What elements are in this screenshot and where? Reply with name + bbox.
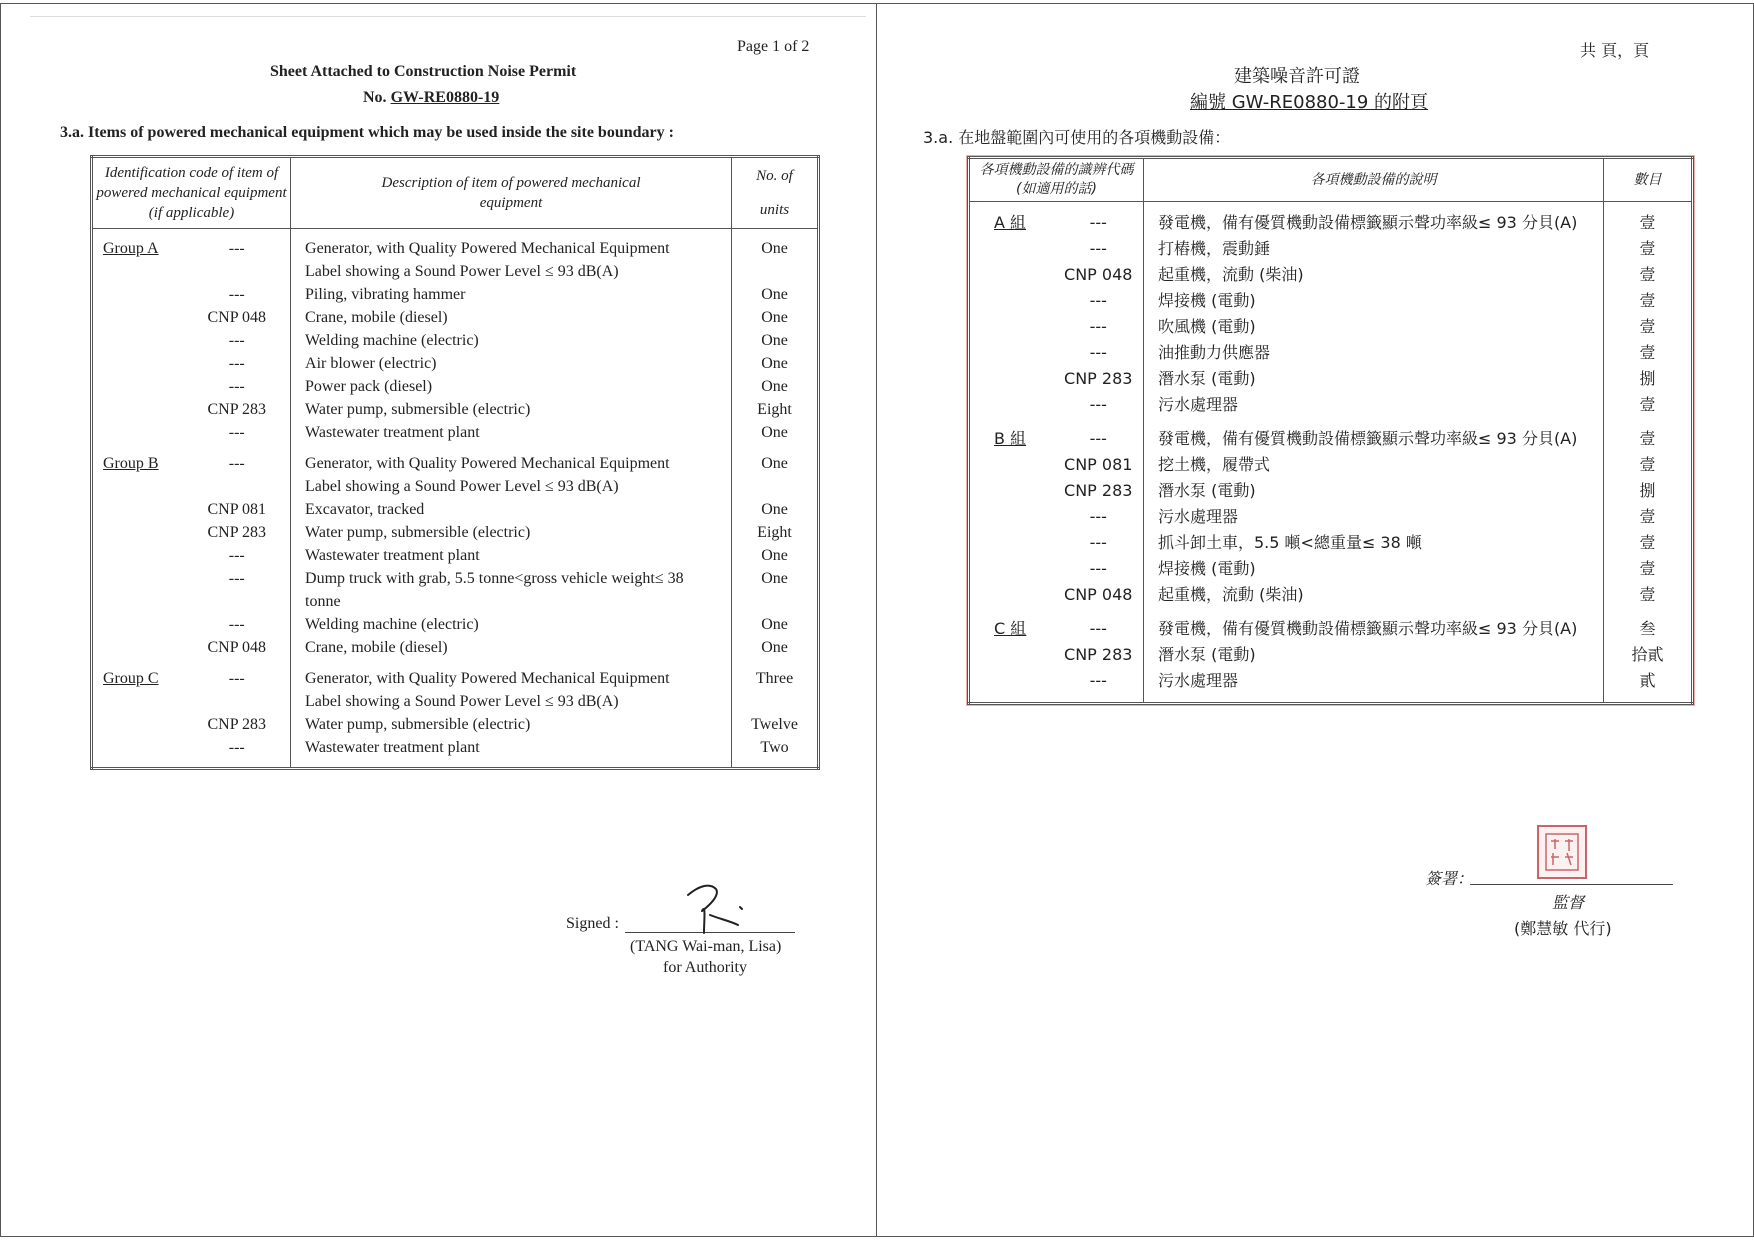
- spacer-cell: [969, 694, 1054, 704]
- table-row: [92, 713, 819, 736]
- spacer-cell: [1054, 418, 1144, 426]
- group-label: [92, 590, 184, 613]
- group-label: [92, 475, 184, 498]
- table-header-row: [92, 157, 819, 229]
- table-row: [969, 452, 1693, 478]
- equipment-description: 發電機，備有優質機動設備標籤顯示聲功率級≤ 93 分貝(A): [1144, 210, 1604, 236]
- unit-count: 壹: [1639, 213, 1656, 232]
- equipment-description: Piling, vibrating hammer: [291, 283, 732, 306]
- group-label: A 組: [994, 213, 1027, 232]
- table-row: [969, 210, 1693, 236]
- unit-count: 壹: [1639, 395, 1656, 414]
- page-number: Page 1 of 2: [737, 38, 810, 55]
- spacer-cell: [732, 659, 819, 667]
- table-row: [92, 475, 819, 498]
- group-label: Group A: [103, 240, 159, 257]
- header-code-line2: (如適用的話): [1016, 181, 1097, 197]
- equipment-description: 污水處理器: [1144, 392, 1604, 418]
- table-row: [969, 236, 1693, 262]
- table-spacer-row: [969, 694, 1693, 704]
- group-label: [969, 556, 1054, 582]
- table-row: [969, 314, 1693, 340]
- header-description: [291, 157, 732, 229]
- equipment-code: ---: [184, 613, 291, 636]
- group-label: [969, 340, 1054, 366]
- table-row: [92, 736, 819, 759]
- spacer-cell: [1144, 608, 1604, 616]
- table-row: [92, 567, 819, 590]
- chinese-permit-page: [877, 0, 1754, 1240]
- equipment-code: CNP 283: [1054, 366, 1144, 392]
- spacer-cell: [184, 229, 291, 238]
- group-label: Group B: [103, 455, 159, 472]
- equipment-code: CNP 283: [184, 398, 291, 421]
- unit-count: 壹: [1639, 429, 1656, 448]
- equipment-description: 油推動力供應器: [1144, 340, 1604, 366]
- equipment-table-body: [969, 202, 1693, 704]
- unit-count: One: [761, 424, 788, 441]
- equipment-code: CNP 048: [1054, 262, 1144, 288]
- page-left-border: [0, 3, 1, 1237]
- equipment-description: Wastewater treatment plant: [291, 736, 732, 759]
- table-row: [92, 398, 819, 421]
- header-code-line1: 各項機動設備的識辨代碼: [979, 162, 1134, 178]
- unit-count: One: [761, 570, 788, 587]
- table-row: [969, 668, 1693, 694]
- equipment-description: 挖土機，履帶式: [1144, 452, 1604, 478]
- equipment-description: 污水處理器: [1144, 668, 1604, 694]
- table-row: [969, 392, 1693, 418]
- equipment-description: Power pack (diesel): [291, 375, 732, 398]
- unit-count: One: [761, 240, 788, 257]
- group-label: [969, 392, 1054, 418]
- group-label: [92, 636, 184, 659]
- header-units-line2: units: [759, 202, 790, 218]
- signatory-name: (鄭慧敏 代行): [1514, 919, 1612, 938]
- equipment-description: 抓斗卸土車，5.5 噸<總重量≤ 38 噸: [1144, 530, 1604, 556]
- unit-count: 拾貳: [1631, 645, 1664, 664]
- equipment-code: [184, 590, 291, 613]
- equipment-code: ---: [1054, 530, 1144, 556]
- equipment-description: Label showing a Sound Power Level ≤ 93 dB(A): [291, 260, 732, 283]
- unit-count: One: [761, 332, 788, 349]
- header-units: [732, 157, 819, 229]
- unit-count: 叁: [1639, 619, 1656, 638]
- unit-count: Two: [760, 739, 789, 756]
- equipment-code: ---: [1054, 556, 1144, 582]
- spacer-cell: [969, 608, 1054, 616]
- unit-count: 捌: [1639, 481, 1656, 500]
- equipment-description: Wastewater treatment plant: [291, 544, 732, 567]
- equipment-table: [90, 155, 820, 770]
- table-spacer-row: [92, 229, 819, 238]
- header-units: 數目: [1633, 172, 1662, 188]
- table-row: [92, 690, 819, 713]
- unit-count: [732, 590, 819, 613]
- unit-count: 貳: [1639, 671, 1656, 690]
- table-spacer-row: [969, 608, 1693, 616]
- equipment-code: [184, 690, 291, 713]
- group-label: [969, 366, 1054, 392]
- group-label: [969, 314, 1054, 340]
- group-label: [92, 260, 184, 283]
- unit-count: One: [761, 547, 788, 564]
- equipment-description: Air blower (electric): [291, 352, 732, 375]
- table-row: [969, 262, 1693, 288]
- unit-count: 壹: [1639, 343, 1656, 362]
- table-spacer-row: [92, 759, 819, 769]
- seal-mark-icon: [1543, 831, 1581, 873]
- equipment-code: ---: [1054, 392, 1144, 418]
- unit-count: One: [761, 455, 788, 472]
- group-label: [92, 421, 184, 444]
- spacer-cell: [92, 444, 184, 452]
- spacer-cell: [291, 759, 732, 769]
- group-label: [92, 544, 184, 567]
- table-spacer-row: [969, 202, 1693, 211]
- table-spacer-row: [969, 418, 1693, 426]
- handwritten-signature: [680, 875, 760, 939]
- equipment-description: 焊接機 (電動): [1144, 556, 1604, 582]
- unit-count: 壹: [1639, 239, 1656, 258]
- document-subtitle: 編號 GW-RE0880-19 的附頁: [1190, 92, 1429, 113]
- table-row: [969, 340, 1693, 366]
- signatory-role: 監督: [1552, 893, 1585, 912]
- equipment-description: 潛水泵 (電動): [1144, 366, 1604, 392]
- equipment-code: ---: [1054, 668, 1144, 694]
- table-row: [92, 667, 819, 690]
- official-seal-stamp: [1537, 825, 1587, 879]
- header-units-line1: No. of: [756, 168, 793, 184]
- group-label: [92, 690, 184, 713]
- equipment-code: ---: [184, 544, 291, 567]
- page-number: 共 頁，頁: [1580, 41, 1650, 60]
- spacer-cell: [291, 444, 732, 452]
- spacer-cell: [732, 229, 819, 238]
- unit-count: One: [761, 378, 788, 395]
- spacer-cell: [969, 202, 1054, 211]
- section-heading: 3.a. Items of powered mechanical equipment which may be used inside the site boundary :: [60, 124, 674, 141]
- group-label: Group C: [103, 670, 159, 687]
- table-row: [92, 613, 819, 636]
- equipment-description: Welding machine (electric): [291, 613, 732, 636]
- spacer-cell: [969, 418, 1054, 426]
- group-label: [92, 329, 184, 352]
- equipment-code: ---: [1054, 288, 1144, 314]
- equipment-code: ---: [1054, 236, 1144, 262]
- permit-number-line: [363, 89, 499, 107]
- equipment-code: ---: [1054, 616, 1144, 642]
- equipment-code: CNP 048: [1054, 582, 1144, 608]
- table-row: [92, 452, 819, 475]
- equipment-description: Wastewater treatment plant: [291, 421, 732, 444]
- unit-count: [732, 475, 819, 498]
- document-title: Sheet Attached to Construction Noise Permit: [270, 63, 577, 80]
- table-row: [969, 642, 1693, 668]
- unit-count: One: [761, 355, 788, 372]
- equipment-code: ---: [1054, 504, 1144, 530]
- spacer-cell: [732, 444, 819, 452]
- group-label: [92, 283, 184, 306]
- equipment-description: 潛水泵 (電動): [1144, 642, 1604, 668]
- unit-count: 壹: [1639, 585, 1656, 604]
- header-description-text: Description of item of powered mechanical equipment: [381, 175, 641, 211]
- unit-count: 壹: [1639, 559, 1656, 578]
- unit-count: Eight: [757, 524, 792, 541]
- group-label: [969, 236, 1054, 262]
- group-label: [969, 452, 1054, 478]
- equipment-code: ---: [184, 567, 291, 590]
- equipment-code: ---: [184, 283, 291, 306]
- spacer-cell: [184, 759, 291, 769]
- group-label: [969, 288, 1054, 314]
- equipment-table: [967, 156, 1694, 705]
- group-label: [969, 642, 1054, 668]
- equipment-code: CNP 048: [184, 306, 291, 329]
- page-top-border: [0, 3, 877, 4]
- table-row: [969, 366, 1693, 392]
- unit-count: 壹: [1639, 455, 1656, 474]
- equipment-code: ---: [1054, 210, 1144, 236]
- equipment-description: Generator, with Quality Powered Mechanical Equipment: [291, 237, 732, 260]
- equipment-code: ---: [184, 452, 291, 475]
- group-label: [92, 567, 184, 590]
- signatory-name: (TANG Wai-man, Lisa): [630, 938, 782, 955]
- group-label: [969, 582, 1054, 608]
- equipment-code: CNP 283: [1054, 642, 1144, 668]
- table-row: [969, 616, 1693, 642]
- equipment-description: Excavator, tracked: [291, 498, 732, 521]
- spacer-cell: [1144, 202, 1604, 211]
- spacer-cell: [291, 229, 732, 238]
- equipment-description: Crane, mobile (diesel): [291, 636, 732, 659]
- equipment-description: Label showing a Sound Power Level ≤ 93 dB(A): [291, 690, 732, 713]
- table-row: [92, 521, 819, 544]
- equipment-description: Generator, with Quality Powered Mechanical Equipment: [291, 667, 732, 690]
- equipment-code: CNP 283: [184, 521, 291, 544]
- spacer-cell: [1054, 608, 1144, 616]
- group-label: [969, 478, 1054, 504]
- unit-count: [732, 260, 819, 283]
- table-row: [92, 590, 819, 613]
- unit-count: [732, 690, 819, 713]
- equipment-code: ---: [184, 421, 291, 444]
- spacer-cell: [1604, 608, 1693, 616]
- unit-count: One: [761, 286, 788, 303]
- unit-count: Three: [755, 670, 794, 687]
- unit-count: Eight: [757, 401, 792, 418]
- equipment-description: Water pump, submersible (electric): [291, 713, 732, 736]
- equipment-code: ---: [184, 736, 291, 759]
- unit-count: Twelve: [751, 716, 798, 733]
- unit-count: One: [761, 616, 788, 633]
- group-label: [969, 262, 1054, 288]
- table-row: [92, 237, 819, 260]
- spacer-cell: [1604, 418, 1693, 426]
- group-label: [92, 498, 184, 521]
- group-label: [969, 504, 1054, 530]
- group-label: [92, 521, 184, 544]
- spacer-cell: [1604, 694, 1693, 704]
- spacer-cell: [184, 444, 291, 452]
- table-row: [92, 306, 819, 329]
- equipment-code: CNP 283: [184, 713, 291, 736]
- permit-number-prefix: No.: [363, 89, 387, 106]
- equipment-description: Water pump, submersible (electric): [291, 398, 732, 421]
- spacer-cell: [1144, 418, 1604, 426]
- equipment-code: ---: [184, 352, 291, 375]
- equipment-code: ---: [1054, 426, 1144, 452]
- equipment-description: Generator, with Quality Powered Mechanical Equipment: [291, 452, 732, 475]
- equipment-description: tonne: [291, 590, 732, 613]
- table-row: [92, 329, 819, 352]
- table-row: [92, 283, 819, 306]
- equipment-description: Welding machine (electric): [291, 329, 732, 352]
- equipment-code: ---: [184, 329, 291, 352]
- table-spacer-row: [92, 444, 819, 452]
- table-row: [969, 504, 1693, 530]
- unit-count: One: [761, 639, 788, 656]
- equipment-description: 打樁機，震動錘: [1144, 236, 1604, 262]
- equipment-code: ---: [1054, 340, 1144, 366]
- group-label: B 組: [994, 429, 1027, 448]
- spacer-cell: [92, 229, 184, 238]
- unit-count: 壹: [1639, 507, 1656, 526]
- signed-label: Signed :: [566, 915, 619, 932]
- spacer-cell: [92, 659, 184, 667]
- table-row: [92, 544, 819, 567]
- document-title: 建築噪音許可證: [1234, 66, 1360, 87]
- scan-top-shade: [30, 16, 866, 17]
- group-label: C 組: [994, 619, 1027, 638]
- section-heading: 3.a. 在地盤範圍內可使用的各項機動設備：: [923, 128, 1231, 147]
- group-label: [92, 613, 184, 636]
- table-row: [969, 556, 1693, 582]
- table-row: [969, 582, 1693, 608]
- header-code: [969, 158, 1144, 202]
- equipment-code: CNP 081: [184, 498, 291, 521]
- spacer-cell: [184, 659, 291, 667]
- header-description: 各項機動設備的說明: [1144, 158, 1604, 202]
- group-label: [92, 352, 184, 375]
- table-row: [969, 426, 1693, 452]
- equipment-description: 起重機，流動 (柴油): [1144, 262, 1604, 288]
- spacer-cell: [732, 759, 819, 769]
- group-label: [92, 306, 184, 329]
- spacer-cell: [1604, 202, 1693, 211]
- spacer-cell: [291, 659, 732, 667]
- equipment-description: 起重機，流動 (柴油): [1144, 582, 1604, 608]
- group-label: [92, 398, 184, 421]
- spacer-cell: [1054, 202, 1144, 211]
- spacer-cell: [1054, 694, 1144, 704]
- page-bottom-border: [877, 1236, 1754, 1237]
- table-row: [92, 375, 819, 398]
- unit-count: 捌: [1639, 369, 1656, 388]
- equipment-code: CNP 048: [184, 636, 291, 659]
- equipment-code: ---: [1054, 314, 1144, 340]
- table-row: [969, 530, 1693, 556]
- spacer-cell: [1144, 694, 1604, 704]
- header-code: Identification code of item of powered mechanical equipment (if applicable): [92, 157, 291, 229]
- group-label: [969, 668, 1054, 694]
- page-bottom-border: [0, 1236, 877, 1237]
- group-label: [969, 530, 1054, 556]
- signatory-role: for Authority: [663, 959, 747, 976]
- table-row: [92, 636, 819, 659]
- equipment-description: Water pump, submersible (electric): [291, 521, 732, 544]
- equipment-description: Crane, mobile (diesel): [291, 306, 732, 329]
- unit-count: 壹: [1639, 317, 1656, 336]
- group-label: [92, 713, 184, 736]
- equipment-code: CNP 283: [1054, 478, 1144, 504]
- table-row: [92, 260, 819, 283]
- equipment-description: 發電機，備有優質機動設備標籤顯示聲功率級≤ 93 分貝(A): [1144, 616, 1604, 642]
- equipment-description: 發電機，備有優質機動設備標籤顯示聲功率級≤ 93 分貝(A): [1144, 426, 1604, 452]
- table-header-row: [969, 158, 1693, 202]
- signed-label: 簽署：: [1425, 869, 1474, 888]
- unit-count: 壹: [1639, 265, 1656, 284]
- unit-count: One: [761, 309, 788, 326]
- equipment-description: 吹風機 (電動): [1144, 314, 1604, 340]
- equipment-description: 焊接機 (電動): [1144, 288, 1604, 314]
- group-label: [92, 736, 184, 759]
- table-row: [969, 478, 1693, 504]
- table-row: [92, 352, 819, 375]
- spacer-cell: [92, 759, 184, 769]
- unit-count: 壹: [1639, 291, 1656, 310]
- table-row: [92, 421, 819, 444]
- equipment-code: [184, 260, 291, 283]
- equipment-table-body: [92, 229, 819, 769]
- equipment-description: Dump truck with grab, 5.5 tonne<gross vehicle weight≤ 38: [291, 567, 732, 590]
- unit-count: One: [761, 501, 788, 518]
- permit-number: GW-RE0880-19: [390, 89, 500, 106]
- equipment-code: [184, 475, 291, 498]
- unit-count: 壹: [1639, 533, 1656, 552]
- signature-line: [1470, 884, 1673, 885]
- equipment-code: ---: [184, 375, 291, 398]
- page-top-border: [877, 3, 1754, 4]
- table-row: [92, 498, 819, 521]
- equipment-code: ---: [184, 667, 291, 690]
- table-row: [969, 288, 1693, 314]
- table-spacer-row: [92, 659, 819, 667]
- equipment-code: ---: [184, 237, 291, 260]
- equipment-description: 污水處理器: [1144, 504, 1604, 530]
- equipment-code: CNP 081: [1054, 452, 1144, 478]
- equipment-description: Label showing a Sound Power Level ≤ 93 dB(A): [291, 475, 732, 498]
- equipment-description: 潛水泵 (電動): [1144, 478, 1604, 504]
- group-label: [92, 375, 184, 398]
